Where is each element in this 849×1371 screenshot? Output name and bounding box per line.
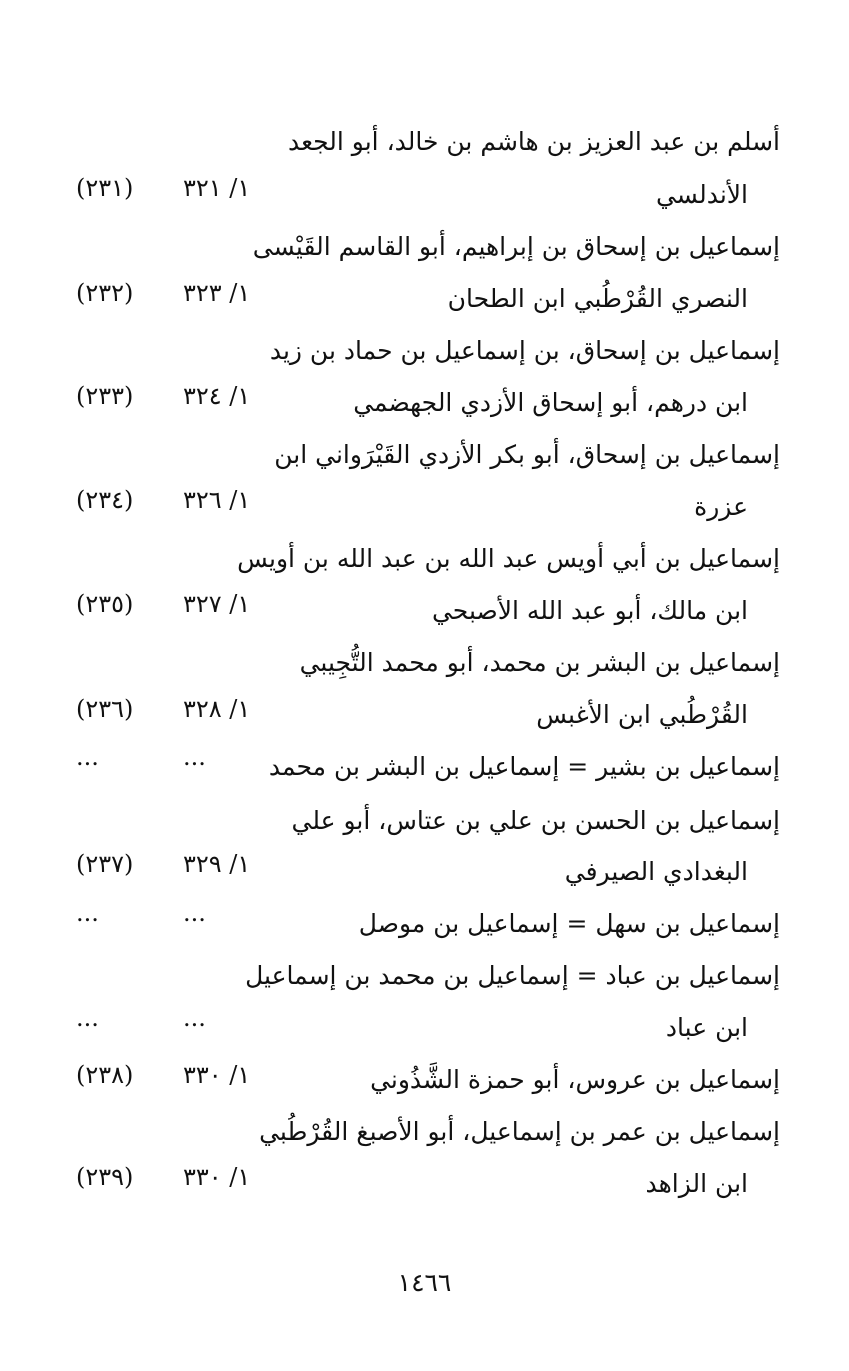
entry-volume-page: ١/ ٣٢٣ <box>183 279 251 307</box>
entry-number: ... <box>76 743 99 771</box>
entry-name-line: إسماعيل بن إسحاق، بن إسماعيل بن حماد بن زيد <box>269 336 780 365</box>
entry-name-line: إسماعيل بن إسحاق، أبو بكر الأزدي القَيْرَواني ابن <box>274 440 780 469</box>
entry-name-continuation: عزرة <box>694 492 748 521</box>
entry-number: (٢٣٢) <box>76 279 134 307</box>
entry-number: (٢٣٨) <box>76 1061 134 1089</box>
entry-volume-page: ... <box>183 743 206 771</box>
entry-number: (٢٣٩) <box>76 1163 134 1191</box>
entry-volume-page: ... <box>183 1004 206 1032</box>
entry-number: ... <box>76 899 99 927</box>
entry-name-line: إسماعيل بن إسحاق بن إبراهيم، أبو القاسم القَيْسى <box>252 232 780 261</box>
entry-volume-page: ١/ ٣٣٠ <box>183 1163 251 1191</box>
entry-name-continuation: ابن عباد <box>665 1013 748 1042</box>
entry-volume-page: ١/ ٣٢١ <box>183 174 251 202</box>
entry-number: ... <box>76 1004 99 1032</box>
entry-number: (٢٣١) <box>76 174 134 202</box>
entry-number: (٢٣٤) <box>76 486 134 514</box>
entry-name-line: إسماعيل بن بشير = إسماعيل بن البشر بن محمد <box>268 752 780 781</box>
entry-volume-page: ١/ ٣٢٤ <box>183 382 251 410</box>
entry-name-continuation: ابن مالك، أبو عبد الله الأصبحي <box>431 596 748 625</box>
entry-volume-page: ... <box>183 899 206 927</box>
entry-volume-page: ١/ ٣٢٨ <box>183 695 251 723</box>
page-number: ١٤٦٦ <box>397 1268 452 1297</box>
entry-name-line: إسماعيل بن عباد = إسماعيل بن محمد بن إسماعيل <box>245 961 780 990</box>
entry-name-continuation: القُرْطُبي ابن الأغبس <box>536 700 748 729</box>
entry-name-line: إسماعيل بن عروس، أبو حمزة الشَّذُوني <box>370 1065 780 1094</box>
entry-name-line: إسماعيل بن الحسن بن علي بن عتاس، أبو علي <box>291 806 780 835</box>
entry-volume-page: ١/ ٣٣٠ <box>183 1061 251 1089</box>
entry-name-line: إسماعيل بن البشر بن محمد، أبو محمد التُّجِيبي <box>299 648 780 677</box>
entry-name-line: أسلم بن عبد العزيز بن هاشم بن خالد، أبو الجعد <box>287 127 780 156</box>
entry-name-line: إسماعيل بن سهل = إسماعيل بن موصل <box>358 909 780 938</box>
entry-name-continuation: الأندلسي <box>655 180 748 209</box>
entry-name-line: إسماعيل بن أبي أويس عبد الله بن عبد الله بن أويس <box>237 544 780 573</box>
entry-name-continuation: البغدادي الصيرفي <box>564 857 748 886</box>
entry-volume-page: ١/ ٣٢٦ <box>183 486 251 514</box>
entry-name-line: إسماعيل بن عمر بن إسماعيل، أبو الأصبغ القُرْطُبي <box>259 1117 780 1146</box>
entry-name-continuation: ابن درهم، أبو إسحاق الأزدي الجهضمي <box>353 388 748 417</box>
entry-number: (٢٣٥) <box>76 590 134 618</box>
entry-number: (٢٣٦) <box>76 695 134 723</box>
entry-name-continuation: ابن الزاهد <box>645 1169 748 1198</box>
entry-number: (٢٣٣) <box>76 382 134 410</box>
entry-volume-page: ١/ ٣٢٩ <box>183 850 251 878</box>
entry-volume-page: ١/ ٣٢٧ <box>183 590 251 618</box>
entry-number: (٢٣٧) <box>76 850 134 878</box>
entry-name-continuation: النصري القُرْطُبي ابن الطحان <box>447 284 748 313</box>
